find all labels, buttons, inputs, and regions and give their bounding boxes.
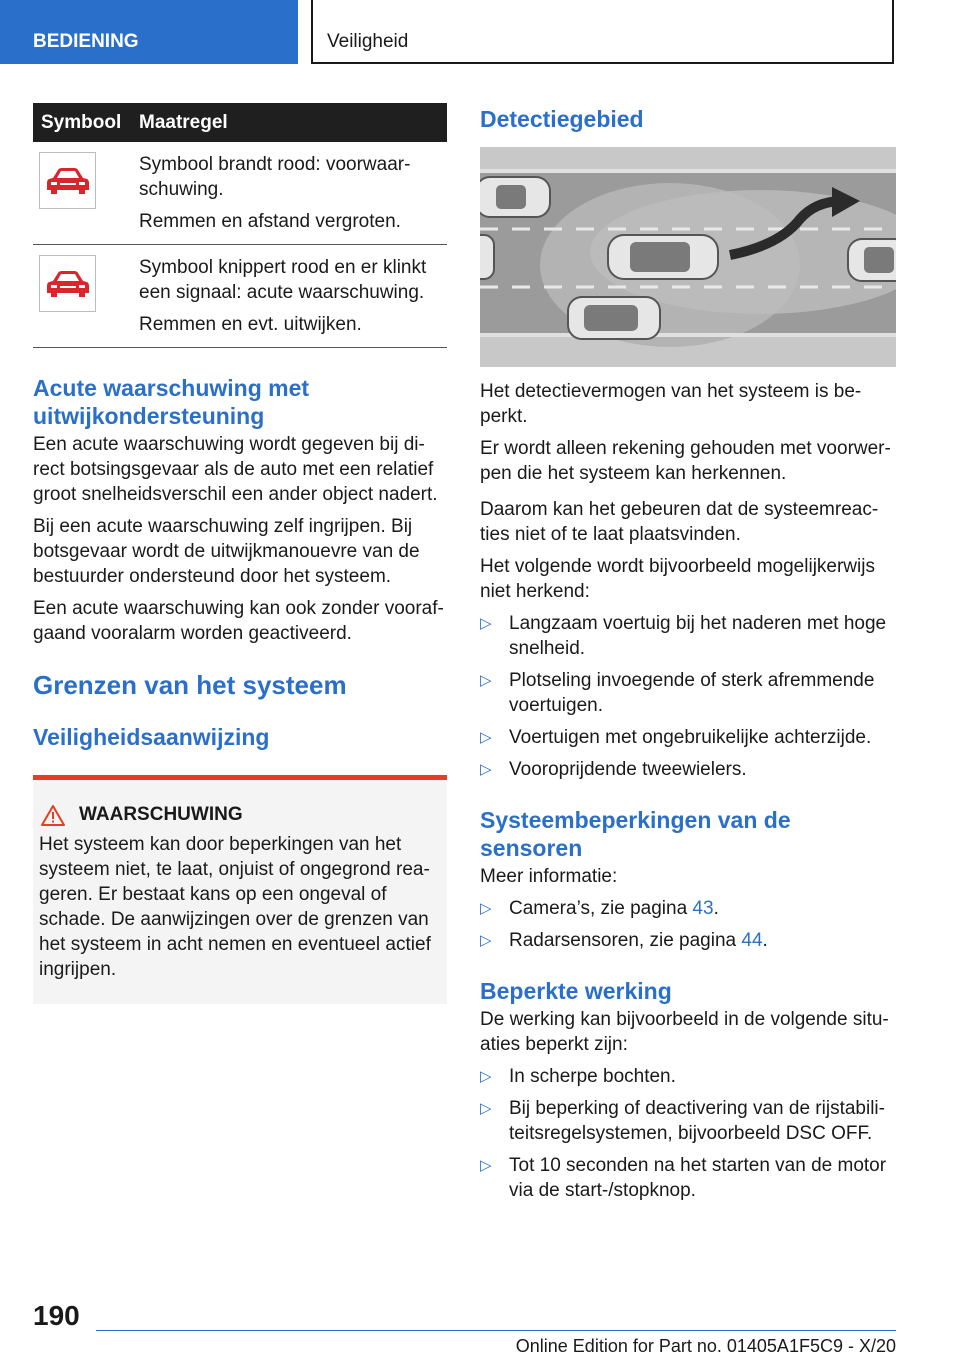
- list-item: ▷ Vooroprijdende tweewielers.: [480, 757, 896, 782]
- detection-paragraph-2: Er wordt alleen rekening gehouden met voorwer-pen die het systeem kan herkennen.: [480, 438, 891, 484]
- limited-list: [480, 1064, 896, 1203]
- detection-paragraph-1: Het detectievermogen van het systeem is be-perkt.: [480, 381, 862, 427]
- camera-page-link[interactable]: 43: [692, 898, 714, 919]
- table-row: [33, 245, 447, 348]
- acute-paragraph-1: Een acute waarschuwing wordt gegeven bij di-rect botsingsgevaar als de auto met een relatief groot snelheidsverschil een ander object nadert.: [33, 434, 438, 505]
- safety-subheading: Veiligheidsaanwijzing: [33, 724, 270, 750]
- red-car-flashing-icon: [39, 255, 96, 312]
- footer-edition: Online Edition for Part no. 01405A1F5C9 - X/20: [515, 1336, 896, 1356]
- camera-ref-text: Camera’s, zie pagina: [509, 898, 688, 919]
- section-tab: [0, 0, 298, 64]
- detection-area-illustration: [480, 147, 896, 367]
- list-item: [480, 928, 896, 953]
- chapter-tab: [311, 0, 894, 64]
- footer-divider: [96, 1330, 896, 1331]
- radar-ref-period: .: [762, 930, 768, 951]
- table-row: [33, 142, 447, 245]
- sensors-list: [480, 896, 896, 953]
- limited-intro: De werking kan bijvoorbeeld in de volgende situ-aties beperkt zijn:: [480, 1009, 889, 1055]
- left-column: [33, 103, 447, 1004]
- col-symbol-header: Symbool: [41, 111, 122, 133]
- page-number: 190: [33, 1300, 80, 1331]
- sensors-heading: Systeembeperkingen van de sensoren: [480, 807, 791, 861]
- detection-paragraph-3: Daarom kan het gebeuren dat de systeemreac-ties niet of te laat plaatsvinden.: [480, 499, 879, 545]
- detection-paragraph-4: Het volgende wordt bijvoorbeeld mogelijkerwijs niet herkend:: [480, 556, 875, 602]
- col-action-header: Maatregel: [139, 111, 228, 133]
- row-1-line-1: Symbool brandt rood: voorwaar-schuwing.: [139, 154, 411, 200]
- not-detected-list: [480, 611, 896, 782]
- warning-triangle-icon: [41, 805, 65, 826]
- detection-heading: Detectiegebied: [480, 106, 644, 132]
- symbol-table: [33, 103, 447, 348]
- row-2-line-2: Remmen en evt. uitwijken.: [139, 314, 362, 335]
- chapter-label: Veiligheid: [327, 31, 409, 52]
- list-item: ▷ Voertuigen met ongebruikelijke achterzijde.: [480, 725, 896, 750]
- sensors-intro: Meer informatie:: [480, 866, 618, 887]
- warning-title: WAARSCHUWING: [79, 804, 243, 825]
- limited-heading: Beperkte werking: [480, 978, 672, 1004]
- list-item: [480, 896, 896, 921]
- radar-ref-text: Radarsensoren, zie pagina: [509, 930, 737, 951]
- table-header: [33, 103, 447, 142]
- list-item: ▷ Langzaam voertuig bij het naderen met hoge snelheid.: [480, 611, 896, 661]
- red-car-warning-icon: [39, 152, 96, 209]
- list-item: ▷ Bij beperking of deactivering van de rijstabili-teitsregelsystemen, bijvoorbeeld DSC OFF.: [480, 1096, 896, 1146]
- radar-page-link[interactable]: 44: [741, 930, 763, 951]
- acute-heading: Acute waarschuwing met uitwijkondersteuning: [33, 375, 310, 429]
- list-item: ▷ In scherpe bochten.: [480, 1064, 896, 1089]
- camera-ref-period: .: [713, 898, 719, 919]
- row-1-line-2: Remmen en afstand vergroten.: [139, 211, 401, 232]
- warning-text: Het systeem kan door beperkingen van het systeem niet, te laat, onjuist of ongegrond rea-geren. Er bestaat kans op een ongeval of schade. De aanwijzingen over de grenzen van het systeem in acht nemen en eventueel actief ingrijpen.: [39, 834, 431, 980]
- right-column: [480, 103, 896, 1203]
- section-label: BEDIENING: [33, 31, 139, 52]
- acute-paragraph-3: Een acute waarschuwing kan ook zonder vooraf-gaand vooralarm worden geactiveerd.: [33, 598, 444, 644]
- list-item: ▷ Tot 10 seconden na het starten van de motor via de start-/stopknop.: [480, 1153, 896, 1203]
- row-2-line-1: Symbool knippert rood en er klinkt een signaal: acute waarschuwing.: [139, 257, 427, 303]
- limits-heading: Grenzen van het systeem: [33, 670, 347, 700]
- list-item: ▷ Plotseling invoegende of sterk afremmende voertuigen.: [480, 668, 896, 718]
- acute-paragraph-2: Bij een acute waarschuwing zelf ingrijpen. Bij botsgevaar wordt de uitwijkmanouevre van de bestuurder ondersteund door het systeem.: [33, 516, 420, 587]
- warning-box: [33, 775, 447, 1004]
